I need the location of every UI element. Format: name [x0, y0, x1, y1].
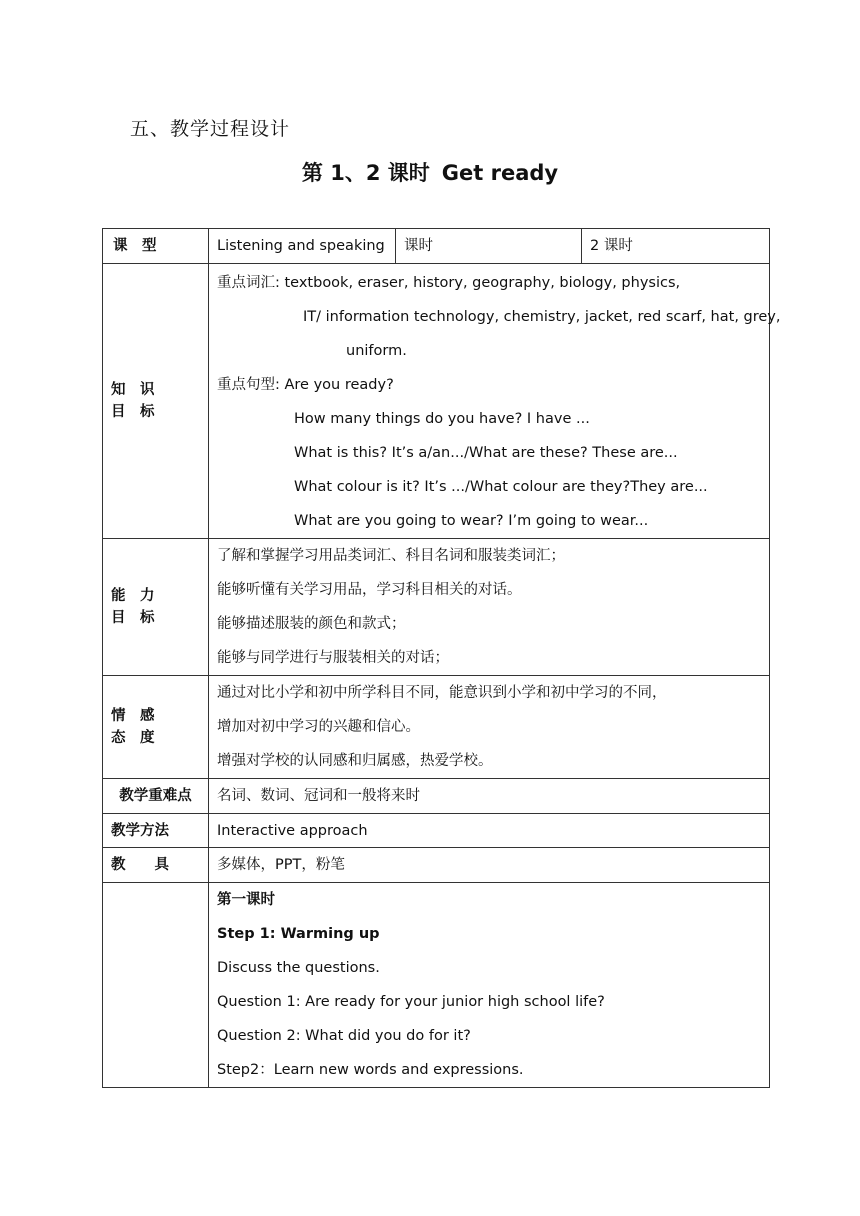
emotion-label-line1: 情 感	[111, 708, 155, 724]
section-heading: 五、教学过程设计	[130, 118, 291, 140]
process-period-heading: 第一课时	[217, 892, 275, 908]
teaching-process-label	[103, 883, 209, 1088]
emotion-item: 增加对初中学习的兴趣和信心。	[217, 719, 420, 735]
emotion-label-line2: 态 度	[111, 730, 155, 746]
key-points-label: 教学重难点	[103, 779, 209, 814]
process-item: Question 2: What did you do for it?	[217, 1028, 471, 1044]
key-points-value: 名词、数词、冠词和一般将来时	[209, 779, 770, 814]
sentence-item: What are you going to wear? I’m going to wear...	[294, 513, 649, 529]
knowledge-label-line2: 目 标	[111, 404, 155, 420]
teaching-method-value: Interactive approach	[209, 814, 770, 848]
knowledge-goals-content	[209, 264, 781, 539]
process-item: Step2：Learn new words and expressions.	[217, 1062, 524, 1078]
lesson-title-period: 第 1、2 课时	[301, 161, 430, 185]
ability-goals-label	[103, 539, 209, 676]
row-ability-goals	[103, 539, 770, 676]
teaching-process-content	[209, 883, 770, 1088]
emotion-item: 增强对学校的认同感和归属感，热爱学校。	[217, 753, 493, 769]
sentence-item: What colour is it? It’s .../What colour are they?They are...	[294, 479, 708, 495]
class-hours-label: 课时	[396, 229, 582, 264]
vocab-line-cont1: IT/ information technology, chemistry, jacket, red scarf, hat, grey,	[303, 309, 781, 325]
teaching-tools-label: 教 具	[103, 848, 209, 883]
emotion-item: 通过对比小学和初中所学科目不同，能意识到小学和初中学习的不同，	[217, 685, 667, 701]
vocab-line: 重点词汇: textbook, eraser, history, geography, biology, physics,	[217, 275, 681, 291]
row-teaching-process	[103, 883, 770, 1088]
sentence-item: How many things do you have? I have ...	[294, 411, 590, 427]
sentence-line: 重点句型: Are you ready?	[217, 377, 394, 393]
process-item: Discuss the questions.	[217, 960, 380, 976]
process-step-heading: Step 1: Warming up	[217, 926, 380, 942]
lesson-plan-table	[102, 228, 781, 1088]
ability-item: 能够描述服装的颜色和款式；	[217, 616, 406, 632]
row-knowledge-goals	[103, 264, 770, 539]
ability-item: 了解和掌握学习用品类词汇、科目名词和服装类词汇；	[217, 548, 565, 564]
ability-label-line2: 目 标	[111, 610, 155, 626]
row-teaching-tools	[103, 848, 770, 883]
ability-item: 能够听懂有关学习用品，学习科目相关的对话。	[217, 582, 522, 598]
ability-label-line1: 能 力	[111, 588, 155, 604]
row-course-type	[103, 229, 770, 264]
teaching-method-label: 教学方法	[103, 814, 209, 848]
lesson-title-unit: Get ready	[441, 161, 559, 185]
vocab-line-cont2: uniform.	[346, 343, 407, 359]
row-emotion-goals	[103, 676, 770, 779]
ability-item: 能够与同学进行与服装相关的对话；	[217, 650, 449, 666]
lesson-title	[0, 157, 860, 187]
sentence-item: What is this? It’s a/an.../What are these? These are...	[294, 445, 678, 461]
teaching-tools-value: 多媒体，PPT，粉笔	[209, 848, 770, 883]
process-item: Question 1: Are ready for your junior high school life?	[217, 994, 605, 1010]
ability-goals-content	[209, 539, 770, 676]
knowledge-label-line1: 知 识	[111, 382, 155, 398]
course-type-label: 课 型	[103, 229, 209, 264]
knowledge-goals-label	[103, 264, 209, 539]
row-key-points	[103, 779, 770, 814]
row-teaching-method	[103, 814, 770, 848]
emotion-goals-content	[209, 676, 770, 779]
course-type-value: Listening and speaking	[209, 229, 396, 264]
emotion-goals-label	[103, 676, 209, 779]
class-hours-value: 2 课时	[582, 229, 770, 264]
